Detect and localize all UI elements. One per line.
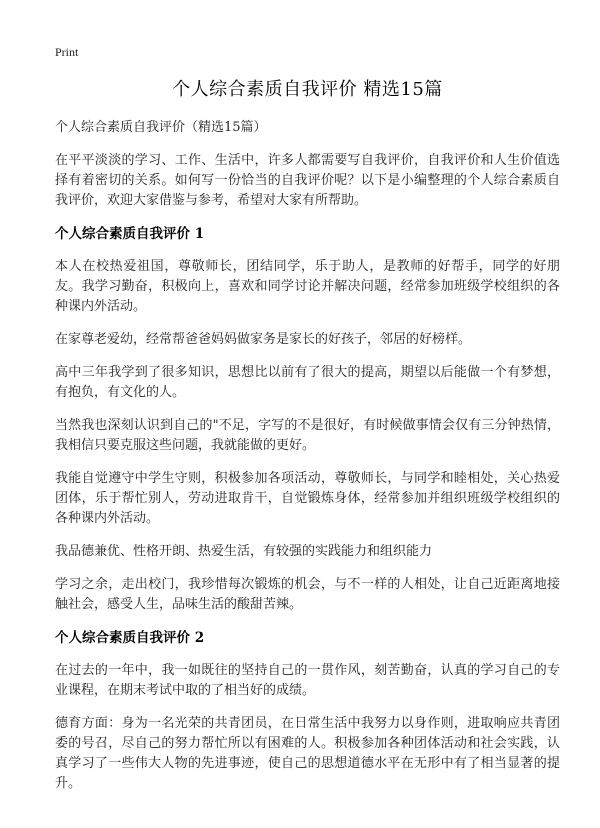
paragraph: 当然我也深刻认识到自己的"不足，字写的不是很好，有时候做事情会仅有三分钟热情，我相信只要克服这些问题，我就能做的更好。: [55, 418, 560, 453]
paragraph: 学习之余，走出校门，我珍惜每次锻炼的机会，与不一样的人相处，让自己近距离地接触社会，感受人生，品味生活的酸甜苦辣。: [55, 577, 560, 612]
section-heading-1: 个人综合素质自我评价 1: [55, 226, 205, 242]
page-title: 个人综合素质自我评价 精选15篇: [172, 79, 443, 100]
paragraph: 我能自觉遵守中学生守则，积极参加各项活动，尊敬师长，与同学和睦相处，关心热爱团体，乐于帮忙别人，劳动进取肯干，自觉锻炼身体，经常参加并组织班级学校组织的各种课内外活动。: [55, 471, 560, 526]
paragraph: 我品德兼优、性格开朗、热爱生活，有较强的实践能力和组织能力: [55, 544, 433, 559]
section-heading-2: 个人综合素质自我评价 2: [55, 630, 205, 646]
paragraph: 在家尊老爱幼，经常帮爸爸妈妈做家务是家长的好孩子，邻居的好榜样。: [55, 332, 472, 347]
paragraph: 高中三年我学到了很多知识，思想比以前有了很大的提高，期望以后能做一个有梦想，有抱负，有文化的人。: [55, 365, 560, 400]
paragraph: 德育方面：身为一名光荣的共青团员，在日常生活中我努力以身作则，进取响应共青团委的号召，尽自己的努力帮忙所以有困难的人。积极参加各种团体活动和社会实践，认真学习了一些伟大人物的先进事迹，使自己的思想道德水平在无形中有了相当显著的提升。: [55, 716, 560, 791]
document-body: [55, 118, 560, 807]
document-subtitle: 个人综合素质自我评价（精选15篇）: [55, 120, 267, 135]
intro-paragraph: 在平平淡淡的学习、工作、生活中，许多人都需要写自我评价，自我评价和人生价值选择有着密切的关系。如何写一份恰当的自我评价呢？以下是小编整理的个人综合素质自我评价，欢迎大家借鉴与参考，希望对大家有所帮助。: [55, 153, 560, 208]
paragraph: 在过去的一年中，我一如既往的坚持自己的一贯作风，刻苦勤奋，认真的学习自己的专业课程，在期末考试中取的了相当好的成绩。: [55, 663, 560, 698]
print-link[interactable]: Print: [55, 45, 79, 59]
paragraph: 本人在校热爱祖国，尊敬师长，团结同学，乐于助人，是教师的好帮手，同学的好朋友。我学习勤奋，积极向上，喜欢和同学讨论并解决问题，经常参加班级学校组织的各种课内外活动。: [55, 259, 560, 314]
